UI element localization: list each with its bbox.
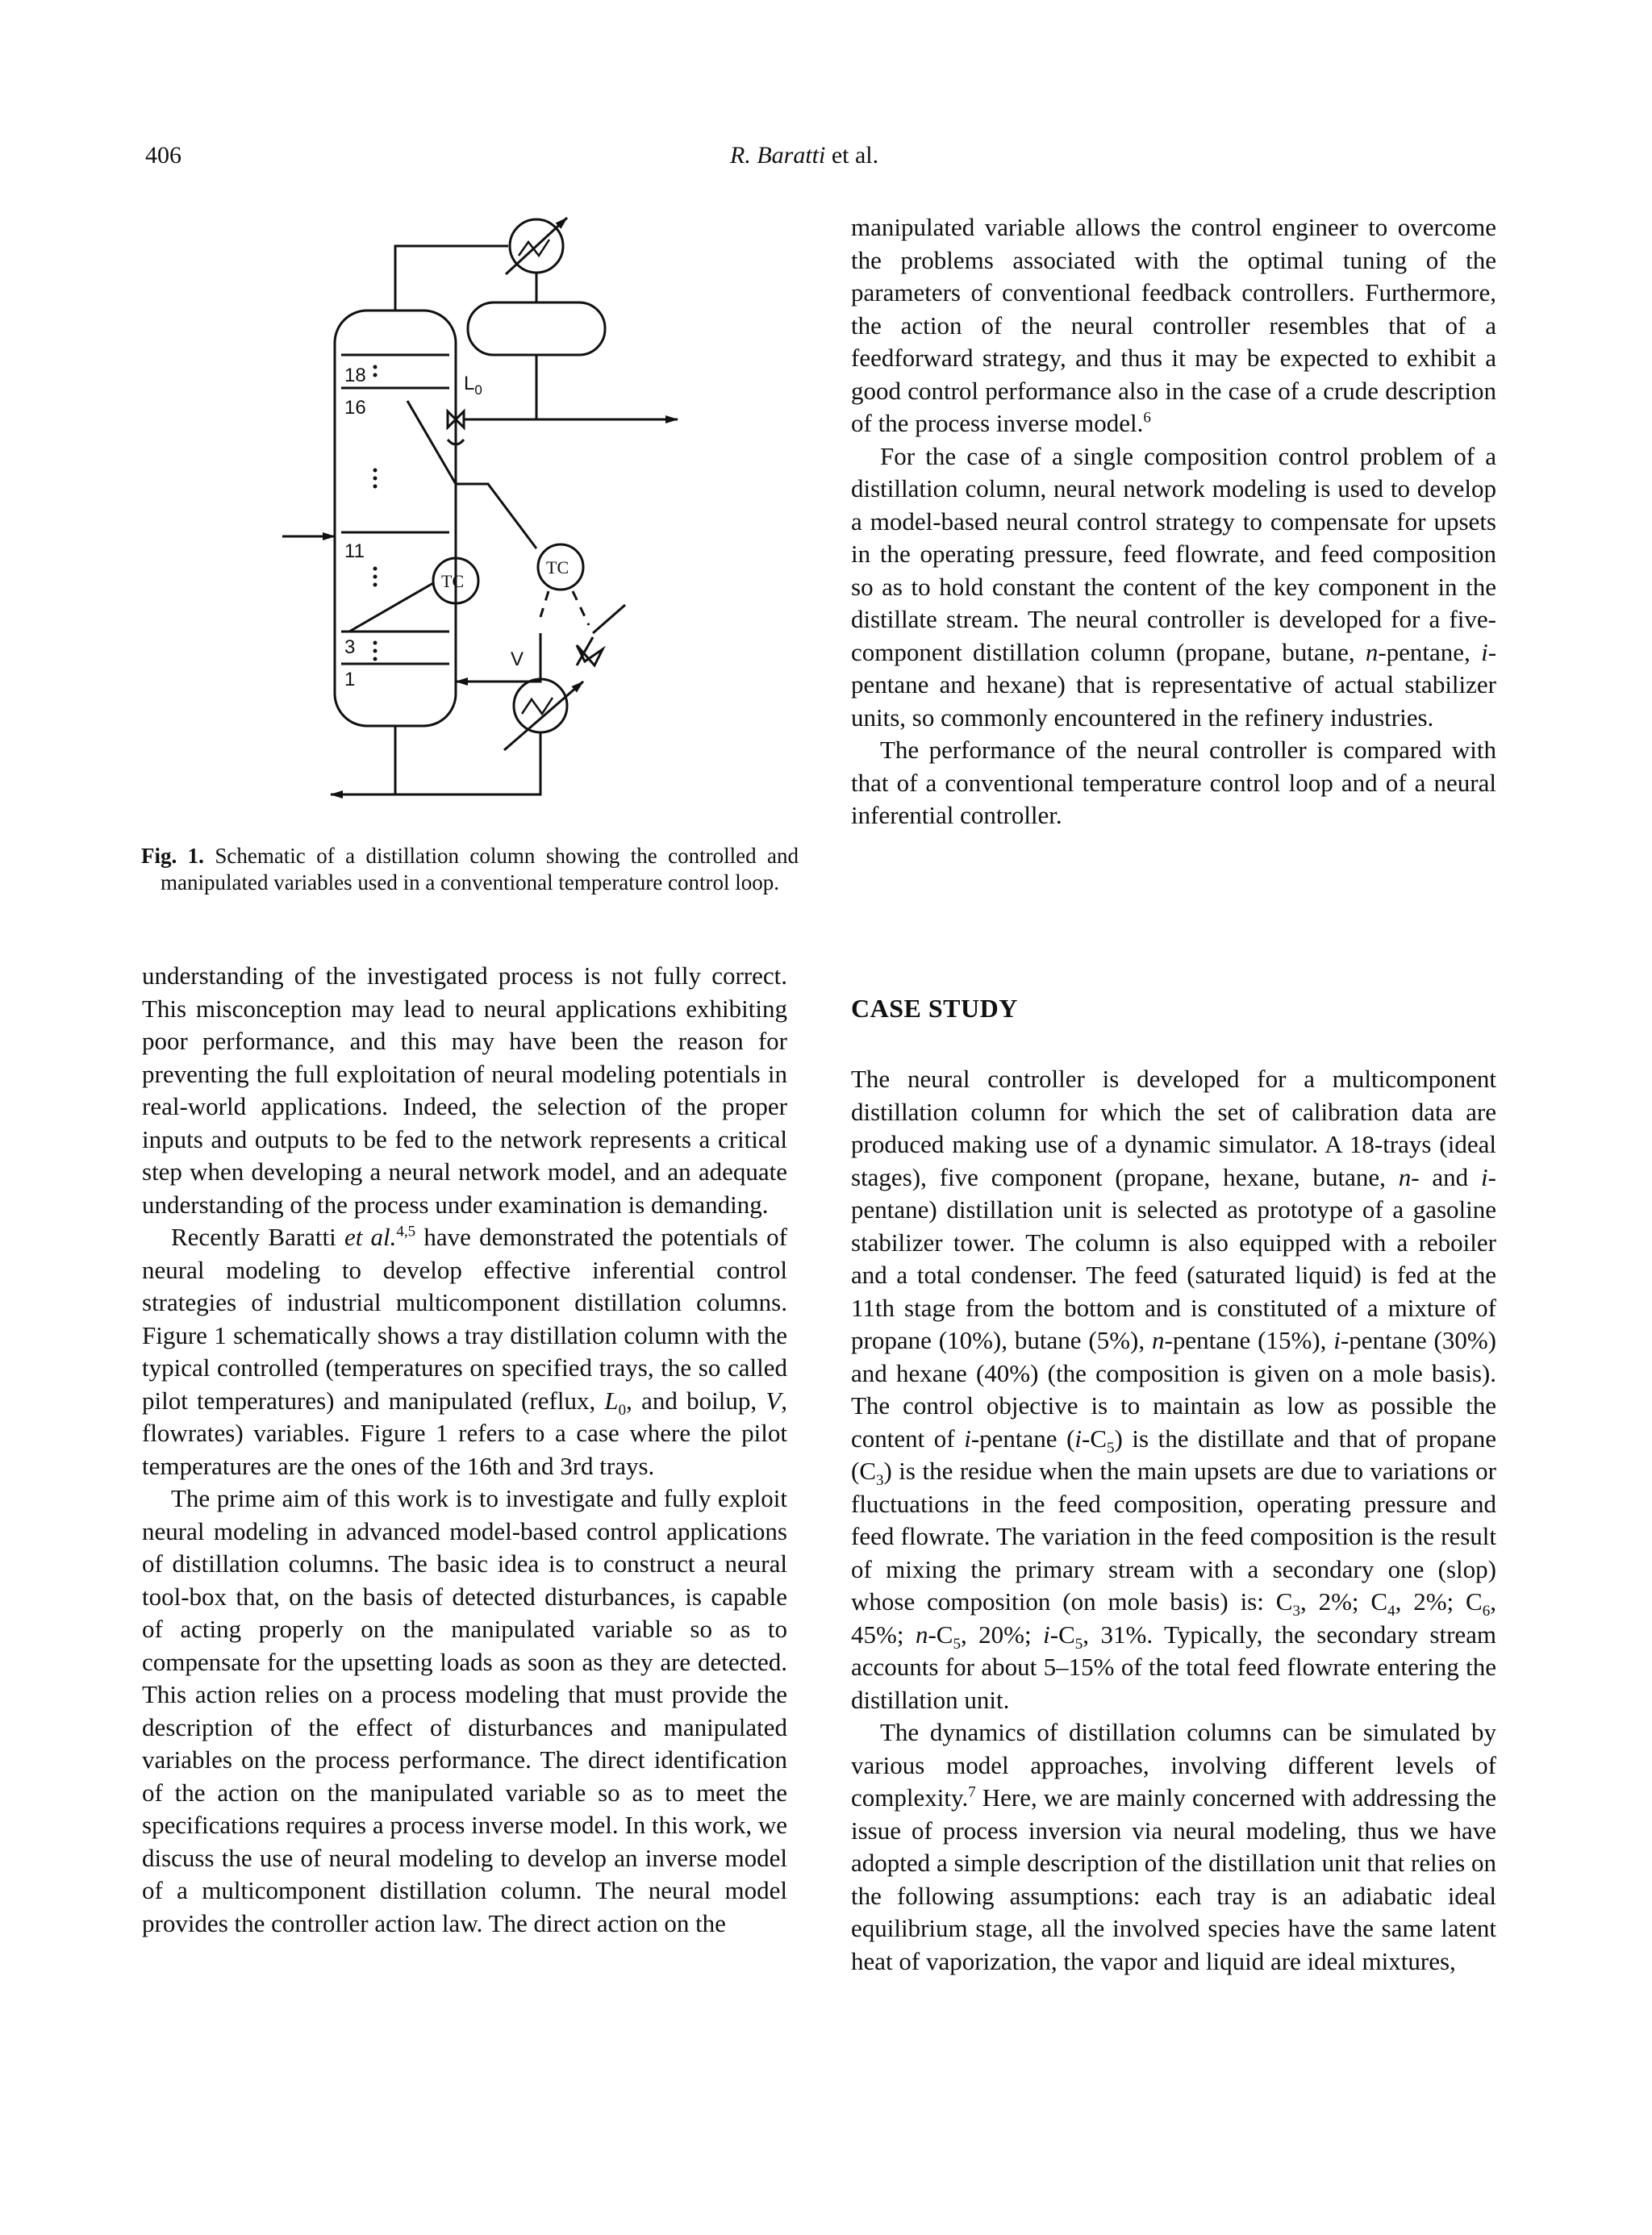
boilup-line — [456, 633, 540, 682]
running-head — [730, 142, 878, 169]
paragraph: manipulated variable allows the control engineer to overcome the problems associated with the optimal tuning of the parameters of conventional feedback controllers. Furthermore, the action of the neural controller resembles that of a feedforward strategy, and thus it may be expected to exhibit a good control performance also in the case of a crude description of the process inverse model.$^6$ — [851, 213, 1496, 437]
tray-label-11: 11 — [344, 540, 365, 562]
figure-caption-text: Schematic of a distillation column showing the controlled and manipulated variables used in a conventional temperature control loop. — [161, 844, 799, 894]
reboiler — [514, 679, 567, 732]
paragraph: The prime aim of this work is to investigate and fully exploit neural modeling in advanced model-based control applications of distillation columns. The basic idea is to construct a neural tool-box that, on the basis of detected disturbances, is capable of acting properly on the manipulated variable so as to compensate for the upsetting loads as soon as they are detected. This action relies on a process modeling that must provide the description of the effect of disturbances and manipulated variables on the process performance. The direct identification of the action on the manipulated variable so as to meet the specifications requires a process inverse model. In this work, we discuss the use of neural modeling to develop an inverse model of a multicomponent distillation column. The neural model provides the controller action law. The direct action on the — [142, 1484, 787, 1937]
tray-label-18: 18 — [344, 365, 366, 386]
steam-valve — [577, 645, 603, 665]
figure-1 — [141, 198, 815, 843]
tray-label-16: 16 — [344, 397, 366, 419]
tray-label-1: 1 — [344, 669, 356, 690]
paragraph: The neural controller is developed for a multicomponent distillation column for which the set of calibration data are produced making use of a dynamic simulator. A 18-trays (ideal stages), five component (propane, hexane, butane, n- and i-pentane) distillation unit is selected as prototype of a gasoline stabilizer tower. The column is also equipped with a reboiler and a total condenser. The feed (saturated liquid) is fed at the 11th stage from the bottom and is constituted of a mixture of propane (10%), butane (5%), n-pentane (15%), i-pentane (30%) and hexane (40%) (the composition is given on a mole basis). The control objective is to maintain as low as possible the content of i-pentane $(i-C_5)$ is the distillate and that of propane $(C_3)$ is the residue when the main upsets are due to variations or fluctuations in the feed composition, operating pressure and feed flowrate. The variation in the feed composition is the result of mixing the primary stream with a secondary one (slop) whose composition (on mole basis) is: $C_3$, 2%; $C_4$, 2%; $C_6$, 45%; $n-C_5$, 20%; $i-C_5$, 31%. Typically, the secondary stream accounts for about 5–15% of the total feed flowrate entering the distillation unit. — [851, 1065, 1497, 1714]
distillate-stream — [536, 355, 678, 419]
citation-ref: 7 — [968, 1783, 976, 1801]
bottoms-stream — [331, 732, 540, 794]
paragraph: The dynamics of distillation columns can be simulated by various model approaches, involving different levels of complexity.$^7$ Here, we are mainly concerned with addressing the issue of process inversion via neural modeling, thus we have adopted a simple description of the distillation unit that relies on the following assumptions: each tray is an adiabatic ideal equilibrium stage, all the involved species have the same latent heat of vaporization, the vapor and liquid are ideal mixtures, — [851, 1718, 1496, 1975]
left-column-body — [142, 960, 787, 1940]
tc-lower-label: TC — [441, 571, 465, 591]
section-heading: CASE STUDY — [851, 994, 1018, 1023]
right-column-top — [851, 211, 1496, 832]
paragraph: understanding of the investigated process is not fully correct. This misconception may lead to neural applications exhibiting poor performance, and this may have been the reason for preventing the full exploitation of neural modeling potentials in real-world applications. Indeed, the selection of the proper inputs and outputs to be fed to the network represents a critical step when developing a neural network model, and an adequate understanding of the process under examination is demanding. — [142, 961, 787, 1219]
citation-ref: 6 — [1143, 409, 1151, 427]
right-column-bottom — [851, 1063, 1496, 1978]
reflux-label: $L_0$ — [464, 373, 482, 398]
running-head-author: R. Baratti — [730, 142, 826, 169]
boilup-label: V — [511, 648, 524, 670]
citation-ref: 4,5 — [396, 1223, 416, 1241]
tray-label-3: 3 — [344, 636, 356, 658]
running-head-suffix: et al. — [825, 142, 879, 169]
overhead-vapor-line — [395, 246, 508, 311]
paragraph: For the case of a single composition control problem of a distillation column, neural network modeling is used to develop a model-based neural control strategy to compensate for upsets in the operating pressure, feed flowrate, and feed composition so as to hold constant the content of the key component in the distillate stream. The neural controller is developed for a five-component distillation column (propane, butane, n-pentane, i-pentane and hexane) that is representative of actual stabilizer units, so commonly encountered in the refinery industries. — [851, 441, 1497, 732]
figure-caption — [141, 843, 799, 896]
tc-upper-label: TC — [546, 557, 569, 578]
figure-label: Fig. 1. — [141, 844, 204, 868]
paragraph: The performance of the neural controller is compared with that of a conventional temperature control loop and of a neural inferential controller. — [851, 736, 1496, 829]
page-number: 406 — [145, 142, 181, 169]
distillation-column-schematic — [141, 198, 815, 843]
reflux-drum — [468, 302, 605, 355]
paragraph: Recently Baratti et al.$^{4,5}$ have demonstrated the potentials of neural modeling to develop effective inferential control strategies of industrial multicomponent distillation columns. Figure 1 schematically shows a tray distillation column with the typical controlled (temperatures on specified trays, the so called pilot temperatures) and manipulated (reflux, $L_0$, and boilup, V, flowrates) variables. Figure 1 refers to a case where the pilot temperatures are the ones of the 16th and 3rd trays. — [142, 1223, 787, 1480]
